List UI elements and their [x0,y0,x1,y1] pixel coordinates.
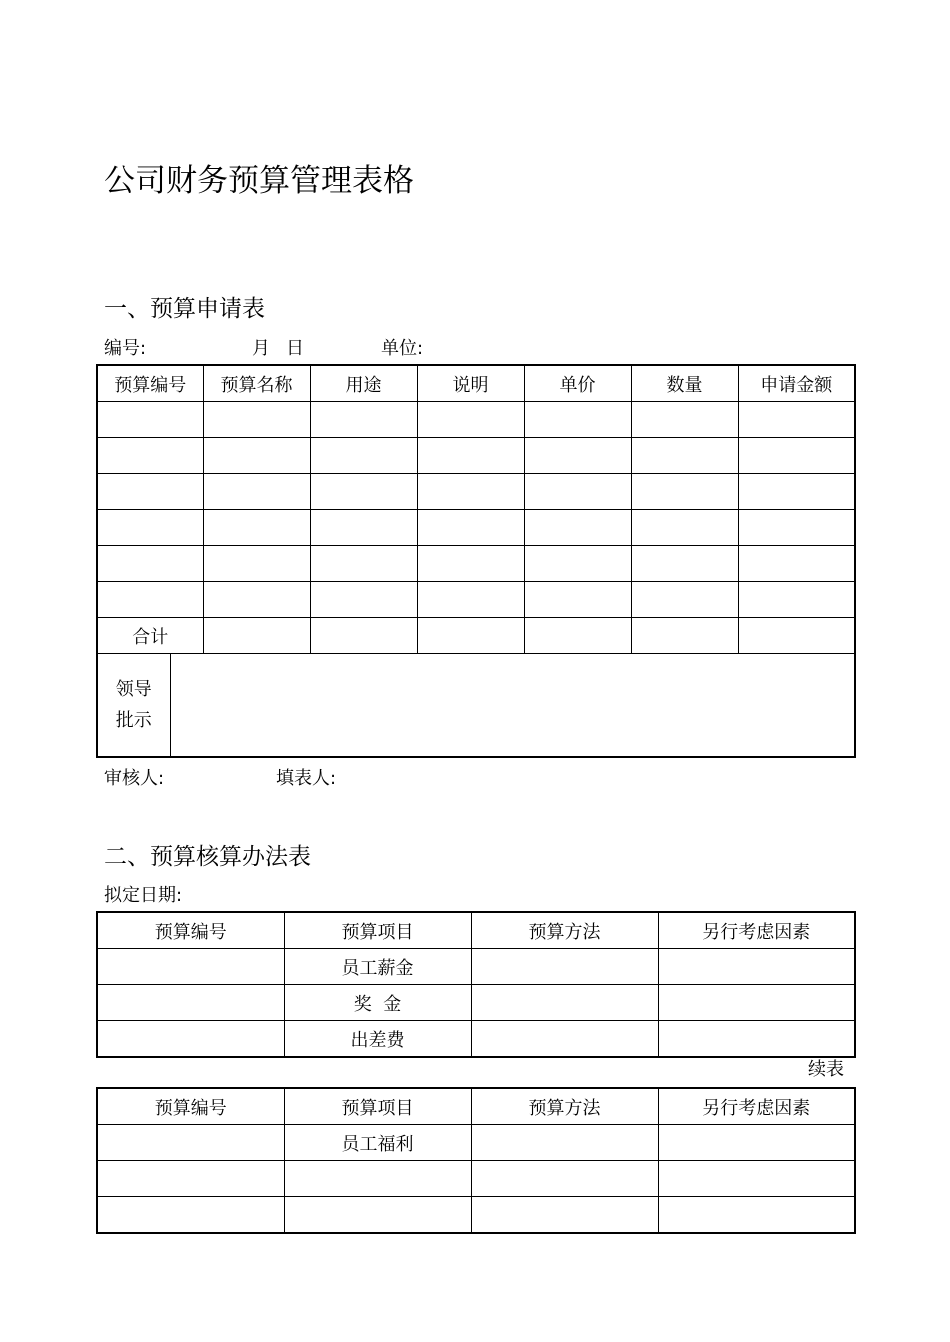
other-factors-cell[interactable] [658,985,855,1021]
column-header: 预算方法 [471,912,658,949]
column-header: 预算编号 [97,1088,284,1125]
table-cell[interactable] [417,402,524,438]
table-cell[interactable] [738,510,855,546]
reviewer-label: 审核人: [104,768,165,789]
table-cell[interactable] [738,582,855,618]
header-row [97,365,855,402]
budget-item-cell: 奖 金 [284,985,471,1021]
table-row [97,949,855,985]
budget-method-table [96,911,856,1058]
table-cell[interactable] [738,438,855,474]
table-row [97,1161,855,1197]
table-cell[interactable] [97,474,203,510]
table-cell[interactable] [524,546,631,582]
table-cell[interactable] [417,510,524,546]
table-cell[interactable] [310,546,417,582]
table-row [97,510,855,546]
table-cell[interactable] [631,582,738,618]
budget-number-cell[interactable] [97,949,284,985]
month-label: 月 [252,338,270,359]
table-cell[interactable] [417,474,524,510]
table-cell[interactable] [524,582,631,618]
approval-area[interactable] [170,654,855,758]
table-cell[interactable] [631,510,738,546]
budget-item-cell [284,1161,471,1197]
other-factors-cell[interactable] [658,1197,855,1234]
table-row [97,402,855,438]
budget-application-table [96,364,856,758]
other-factors-cell[interactable] [658,1161,855,1197]
table-cell[interactable] [310,402,417,438]
column-header: 另行考虑因素 [658,1088,855,1125]
table-cell[interactable] [310,438,417,474]
table-row [97,582,855,618]
column-header: 预算编号 [97,365,203,402]
column-header: 预算名称 [203,365,310,402]
total-cell[interactable] [738,618,855,654]
table-cell[interactable] [631,474,738,510]
column-header: 另行考虑因素 [658,912,855,949]
table-cell[interactable] [738,402,855,438]
draft-date-label: 拟定日期: [104,885,183,906]
approval-row [97,654,855,758]
table-cell[interactable] [417,546,524,582]
other-factors-cell[interactable] [658,1021,855,1058]
table-cell[interactable] [97,402,203,438]
column-header: 数量 [631,365,738,402]
table-row [97,985,855,1021]
table-cell[interactable] [203,582,310,618]
column-header: 预算方法 [471,1088,658,1125]
table-row [97,1197,855,1234]
table-cell[interactable] [738,546,855,582]
filler-label: 填表人: [276,768,337,789]
section1-heading: 一、预算申请表 [104,296,265,322]
table-cell[interactable] [310,510,417,546]
table-cell[interactable] [524,510,631,546]
column-header: 预算项目 [284,912,471,949]
unit-label: 单位: [381,338,424,359]
approval-label [97,654,170,758]
table-cell[interactable] [203,474,310,510]
table-cell[interactable] [631,402,738,438]
table-cell[interactable] [631,546,738,582]
table-cell[interactable] [631,438,738,474]
budget-item-cell: 员工福利 [284,1125,471,1161]
header-row [97,1088,855,1125]
table-cell[interactable] [310,474,417,510]
table-row [97,474,855,510]
budget-method-table-continued [96,1087,856,1234]
table-cell[interactable] [97,582,203,618]
day-label: 日 [286,338,304,359]
section2-heading: 二、预算核算办法表 [104,844,311,870]
budget-number-cell[interactable] [97,1125,284,1161]
budget-item-cell [284,1197,471,1234]
document-title: 公司财务预算管理表格 [104,163,414,199]
budget-method-cell[interactable] [471,1161,658,1197]
table-cell[interactable] [524,402,631,438]
column-header: 预算编号 [97,912,284,949]
budget-number-cell[interactable] [97,1161,284,1197]
number-label: 编号: [104,338,147,359]
table-row [97,1125,855,1161]
approval-label-line1: 领导 [115,679,152,700]
column-header: 单价 [524,365,631,402]
total-cell[interactable] [524,618,631,654]
budget-method-cell[interactable] [471,949,658,985]
column-header: 申请金额 [738,365,855,402]
budget-method-cell[interactable] [471,1125,658,1161]
budget-method-cell[interactable] [471,985,658,1021]
table-row [97,546,855,582]
total-cell[interactable] [417,618,524,654]
table-cell[interactable] [97,438,203,474]
budget-number-cell[interactable] [97,1197,284,1234]
other-factors-cell[interactable] [658,1125,855,1161]
column-header: 预算项目 [284,1088,471,1125]
total-label: 合计 [97,618,203,654]
table-cell[interactable] [524,474,631,510]
table-cell[interactable] [97,546,203,582]
table-row [97,438,855,474]
column-header: 用途 [310,365,417,402]
header-row [97,912,855,949]
total-cell[interactable] [631,618,738,654]
table-cell[interactable] [524,438,631,474]
table-row [97,1021,855,1058]
table-cell[interactable] [97,510,203,546]
total-cell[interactable] [310,618,417,654]
table-cell[interactable] [417,438,524,474]
table-cell[interactable] [738,474,855,510]
column-header: 说明 [417,365,524,402]
table-cell[interactable] [310,582,417,618]
table-cell[interactable] [203,402,310,438]
budget-number-cell[interactable] [97,985,284,1021]
budget-item-cell: 出差费 [284,1021,471,1058]
table-cell[interactable] [203,510,310,546]
budget-item-cell: 员工薪金 [284,949,471,985]
table-cell[interactable] [417,582,524,618]
total-cell[interactable] [203,618,310,654]
budget-method-cell[interactable] [471,1021,658,1058]
table-cell[interactable] [203,546,310,582]
approval-label-line2: 批示 [115,710,152,731]
other-factors-cell[interactable] [658,949,855,985]
total-row [97,618,855,654]
budget-number-cell[interactable] [97,1021,284,1058]
table-cell[interactable] [203,438,310,474]
continued-label: 续表 [808,1059,844,1080]
budget-method-cell[interactable] [471,1197,658,1234]
